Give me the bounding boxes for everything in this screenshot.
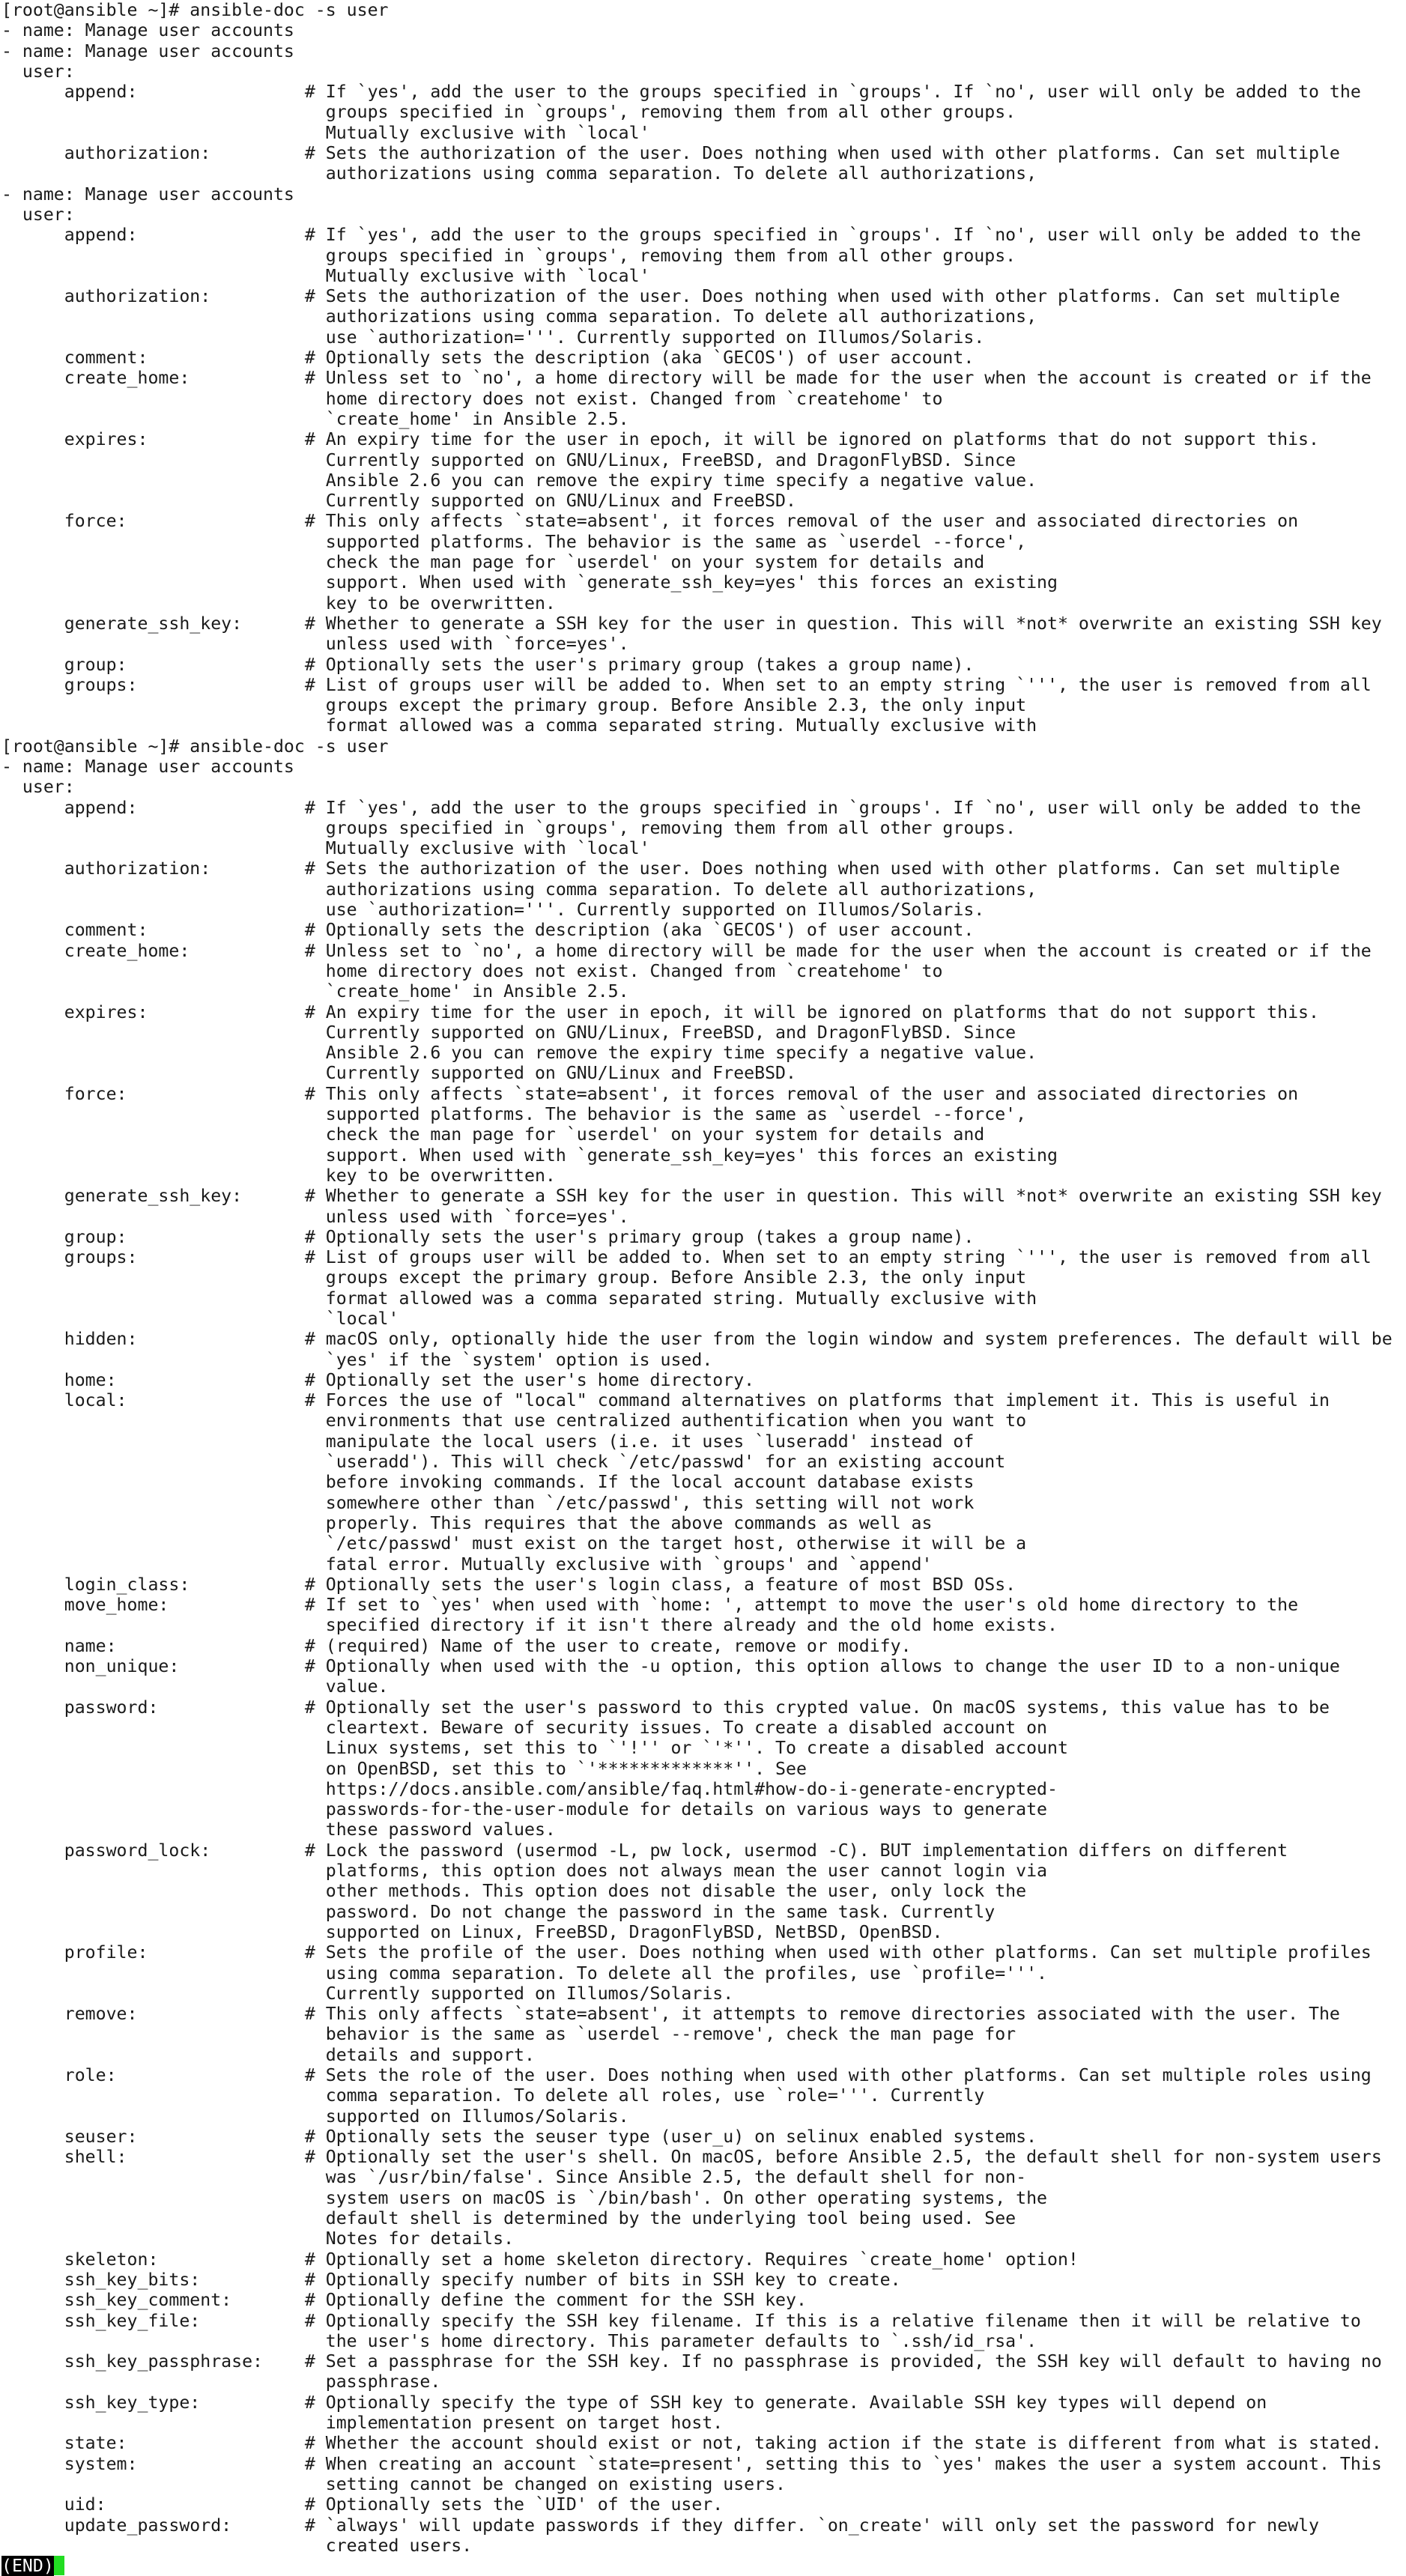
terminal-line: passphrase. <box>1 2372 441 2392</box>
terminal-line: home: # Optionally set the user's home directory. <box>1 1369 755 1390</box>
terminal-line: group: # Optionally sets the user's primary group (takes a group name). <box>1 654 975 675</box>
terminal-line: use `authorization='''. Currently supported on Illumos/Solaris. <box>1 327 985 348</box>
terminal-line: remove: # This only affects `state=absent', it attempts to remove directories associated with the user. The <box>1 2004 1340 2025</box>
terminal-line: value. <box>1 1676 389 1697</box>
terminal-line: role: # Sets the role of the user. Does nothing when used with other platforms. Can set multiple roles using <box>1 2064 1372 2085</box>
terminal-line: was `/usr/bin/false'. Since Ansible 2.5, the default shell for non- <box>1 2167 1027 2188</box>
terminal-line: `local' <box>1 1309 399 1329</box>
terminal-line: group: # Optionally sets the user's primary group (takes a group name). <box>1 1226 975 1247</box>
pager-status-line <box>1 2556 1406 2576</box>
terminal-line: details and support. <box>1 2044 535 2065</box>
terminal-line: Notes for details. <box>1 2228 515 2249</box>
terminal-line: [root@ansible ~]# ansible-doc -s user <box>1 0 389 20</box>
terminal-line: use `authorization='''. Currently supported on Illumos/Solaris. <box>1 900 985 921</box>
terminal-line: generate_ssh_key: # Whether to generate a SSH key for the user in question. This will *not* overwrite an existing SSH key <box>1 1186 1382 1207</box>
terminal-line: [root@ansible ~]# ansible-doc -s user <box>1 736 389 757</box>
terminal-line: groups specified in `groups', removing them from all other groups. <box>1 102 1016 123</box>
terminal-line: `/etc/passwd' must exist on the target host, otherwise it will be a <box>1 1533 1027 1554</box>
terminal-line: on OpenBSD, set this to `'*************''. See <box>1 1758 807 1779</box>
terminal-line: environments that use centralized authentification when you want to <box>1 1410 1027 1431</box>
terminal-line: properly. This requires that the above commands as well as <box>1 1512 933 1533</box>
terminal-line: ssh_key_passphrase: # Set a passphrase for the SSH key. If no passphrase is provided, the SSH key will default to having no <box>1 2351 1382 2372</box>
terminal-line: cleartext. Beware of security issues. To create a disabled account on <box>1 1717 1048 1738</box>
terminal-line: using comma separation. To delete all the profiles, use `profile='''. <box>1 1963 1048 1983</box>
terminal-line: groups except the primary group. Before Ansible 2.3, the only input <box>1 1267 1027 1288</box>
terminal-line: non_unique: # Optionally when used with the -u option, this option allows to change the user ID to a non-unique <box>1 1656 1340 1677</box>
terminal-line: fatal error. Mutually exclusive with `groups' and `append' <box>1 1554 933 1575</box>
terminal-line: `useradd'). This will check `/etc/passwd' for an existing account <box>1 1452 1006 1473</box>
terminal-line: the user's home directory. This parameter defaults to `.ssh/id_rsa'. <box>1 2330 1037 2351</box>
terminal-line: `create_home' in Ansible 2.5. <box>1 981 629 1002</box>
terminal-line: Currently supported on GNU/Linux and FreeBSD. <box>1 1063 796 1084</box>
terminal-line: create_home: # Unless set to `no', a home directory will be made for the user when the account is created or if the <box>1 940 1372 961</box>
terminal-line: home directory does not exist. Changed from `createhome' to <box>1 388 943 409</box>
terminal-output <box>1 0 1406 2556</box>
terminal-line: key to be overwritten. <box>1 593 556 613</box>
terminal-line: state: # Whether the account should exist or not, taking action if the state is different from what is stated. <box>1 2433 1382 2454</box>
terminal-line: force: # This only affects `state=absent', it forces removal of the user and associated directories on <box>1 1083 1299 1104</box>
terminal-line: unless used with `force=yes'. <box>1 634 629 655</box>
terminal-cursor[interactable] <box>54 2556 64 2575</box>
terminal-line: user: <box>1 61 75 82</box>
terminal-line: shell: # Optionally set the user's shell. On macOS, before Ansible 2.5, the default shell for non-system users <box>1 2147 1382 2168</box>
terminal-line: somewhere other than `/etc/passwd', this setting will not work <box>1 1492 975 1513</box>
terminal-line: expires: # An expiry time for the user in epoch, it will be ignored on platforms that do not support this. <box>1 429 1319 450</box>
terminal-line: password_lock: # Lock the password (usermod -L, pw lock, usermod -C). BUT implementation differs on different <box>1 1840 1288 1861</box>
terminal-line: move_home: # If set to `yes' when used with `home: ', attempt to move the user's old home directory to the <box>1 1595 1299 1616</box>
terminal-line: check the man page for `userdel' on your system for details and <box>1 1124 985 1145</box>
terminal-line: generate_ssh_key: # Whether to generate a SSH key for the user in question. This will *not* overwrite an existing SSH key <box>1 613 1382 634</box>
terminal-line: local: # Forces the use of "local" command alternatives on platforms that implement it. This is useful in <box>1 1390 1330 1411</box>
terminal-line: supported on Linux, FreeBSD, DragonFlyBSD, NetBSD, OpenBSD. <box>1 1921 943 1942</box>
terminal-line: groups specified in `groups', removing them from all other groups. <box>1 817 1016 838</box>
terminal-line: append: # If `yes', add the user to the groups specified in `groups'. If `no', user will only be added to the <box>1 82 1361 103</box>
terminal-line: ssh_key_comment: # Optionally define the comment for the SSH key. <box>1 2290 807 2311</box>
terminal-line: `yes' if the `system' option is used. <box>1 1349 713 1370</box>
terminal-line: supported platforms. The behavior is the same as `userdel --force', <box>1 1104 1027 1125</box>
terminal-line: these password values. <box>1 1819 556 1840</box>
terminal-line: create_home: # Unless set to `no', a home directory will be made for the user when the account is created or if the <box>1 368 1372 389</box>
terminal-line: groups specified in `groups', removing them from all other groups. <box>1 245 1016 266</box>
terminal-line: implementation present on target host. <box>1 2413 724 2434</box>
terminal-line: https://docs.ansible.com/ansible/faq.html#how-do-i-generate-encrypted- <box>1 1778 1058 1799</box>
terminal-line: format allowed was a comma separated string. Mutually exclusive with <box>1 1288 1037 1309</box>
terminal-line: supported on Illumos/Solaris. <box>1 2106 629 2127</box>
terminal-line: key to be overwritten. <box>1 1165 556 1186</box>
terminal-line: ssh_key_bits: # Optionally specify number of bits in SSH key to create. <box>1 2269 901 2290</box>
terminal-line: user: <box>1 204 75 225</box>
terminal-line: comma separation. To delete all roles, use `role='''. Currently <box>1 2085 985 2106</box>
terminal-line: - name: Manage user accounts <box>1 756 294 777</box>
terminal-line: support. When used with `generate_ssh_key=yes' this forces an existing <box>1 572 1058 593</box>
terminal-line: comment: # Optionally sets the description (aka `GECOS') of user account. <box>1 920 975 941</box>
terminal-line: home directory does not exist. Changed from `createhome' to <box>1 960 943 981</box>
terminal-line: authorization: # Sets the authorization of the user. Does nothing when used with other platforms. Can set multiple <box>1 286 1340 307</box>
terminal-line: check the man page for `userdel' on your system for details and <box>1 552 985 573</box>
terminal-line: - name: Manage user accounts <box>1 40 294 61</box>
terminal-line: user: <box>1 777 75 798</box>
terminal-line: specified directory if it isn't there already and the old home exists. <box>1 1615 1058 1636</box>
terminal-line: - name: Manage user accounts <box>1 184 294 204</box>
pager-end-indicator: (END) <box>1 2556 54 2576</box>
terminal-line: default shell is determined by the underlying tool being used. See <box>1 2208 1016 2229</box>
terminal-line: Mutually exclusive with `local' <box>1 838 650 859</box>
terminal-line: Linux systems, set this to `'!'' or `'*''. To create a disabled account <box>1 1738 1068 1759</box>
terminal-line: append: # If `yes', add the user to the groups specified in `groups'. If `no', user will only be added to the <box>1 797 1361 818</box>
terminal-line: ssh_key_file: # Optionally specify the SSH key filename. If this is a relative filename then it will be relative to <box>1 2310 1361 2331</box>
terminal-line: system: # When creating an account `state=present', setting this to `yes' makes the user a system account. This <box>1 2453 1382 2474</box>
terminal-line: manipulate the local users (i.e. it uses `luseradd' instead of <box>1 1431 975 1452</box>
terminal-line: force: # This only affects `state=absent', it forces removal of the user and associated directories on <box>1 511 1299 532</box>
terminal-line: Currently supported on GNU/Linux and FreeBSD. <box>1 491 796 512</box>
terminal-line: seuser: # Optionally sets the seuser type (user_u) on selinux enabled systems. <box>1 2126 1037 2147</box>
terminal-line: name: # (required) Name of the user to create, remove or modify. <box>1 1635 912 1656</box>
terminal-line: setting cannot be changed on existing users. <box>1 2473 787 2494</box>
terminal-line: profile: # Sets the profile of the user. Does nothing when used with other platforms. Can set multiple profiles <box>1 1942 1372 1963</box>
terminal-line: password. Do not change the password in the same task. Currently <box>1 1901 996 1922</box>
terminal-line: support. When used with `generate_ssh_key=yes' this forces an existing <box>1 1145 1058 1166</box>
terminal-line: update_password: # `always' will update passwords if they differ. `on_create' will only set the password for newly <box>1 2515 1319 2536</box>
terminal-line: groups: # List of groups user will be added to. When set to an empty string `''', the user is removed from all <box>1 674 1372 695</box>
terminal-line: groups except the primary group. Before Ansible 2.3, the only input <box>1 695 1027 716</box>
terminal-line: skeleton: # Optionally set a home skeleton directory. Requires `create_home' option! <box>1 2249 1079 2270</box>
terminal-line: login_class: # Optionally sets the user's login class, a feature of most BSD OSs. <box>1 1574 1016 1595</box>
terminal-line: before invoking commands. If the local account database exists <box>1 1472 975 1493</box>
terminal-line: Mutually exclusive with `local' <box>1 122 650 143</box>
terminal-line: uid: # Optionally sets the `UID' of the user. <box>1 2494 724 2515</box>
terminal-line: hidden: # macOS only, optionally hide the user from the login window and system preferences. The default will be <box>1 1329 1393 1350</box>
terminal-line: expires: # An expiry time for the user in epoch, it will be ignored on platforms that do not support this. <box>1 1001 1319 1022</box>
terminal-line: behavior is the same as `userdel --remove', check the man page for <box>1 2024 1016 2045</box>
terminal-line: authorization: # Sets the authorization of the user. Does nothing when used with other platforms. Can set multiple <box>1 858 1340 879</box>
terminal-line: unless used with `force=yes'. <box>1 1206 629 1227</box>
terminal-line: `create_home' in Ansible 2.5. <box>1 408 629 429</box>
terminal-line: passwords-for-the-user-module for details on various ways to generate <box>1 1799 1048 1820</box>
terminal-line: Currently supported on Illumos/Solaris. <box>1 1983 734 2004</box>
terminal-line: format allowed was a comma separated string. Mutually exclusive with <box>1 715 1037 736</box>
terminal-line: system users on macOS is `/bin/bash'. On other operating systems, the <box>1 2187 1048 2208</box>
terminal-line: supported platforms. The behavior is the same as `userdel --force', <box>1 531 1027 552</box>
terminal-line: Mutually exclusive with `local' <box>1 265 650 286</box>
terminal-line: authorization: # Sets the authorization of the user. Does nothing when used with other platforms. Can set multiple <box>1 143 1340 164</box>
terminal-line: password: # Optionally set the user's password to this crypted value. On macOS systems, this value has to be <box>1 1697 1330 1718</box>
terminal-line: platforms, this option does not always mean the user cannot login via <box>1 1861 1048 1882</box>
terminal-line: Ansible 2.6 you can remove the expiry time specify a negative value. <box>1 470 1037 491</box>
terminal-line: authorizations using comma separation. To delete all authorizations, <box>1 306 1037 327</box>
terminal-line: Currently supported on GNU/Linux, FreeBSD, and DragonFlyBSD. Since <box>1 1022 1016 1043</box>
terminal-line: authorizations using comma separation. To delete all authorizations, <box>1 879 1037 900</box>
terminal-line: created users. <box>1 2535 473 2556</box>
terminal-line: comment: # Optionally sets the description (aka `GECOS') of user account. <box>1 348 975 369</box>
terminal-line: groups: # List of groups user will be added to. When set to an empty string `''', the user is removed from all <box>1 1247 1372 1268</box>
terminal-line: - name: Manage user accounts <box>1 20 294 41</box>
terminal-line: Currently supported on GNU/Linux, FreeBSD, and DragonFlyBSD. Since <box>1 449 1016 470</box>
terminal-line: Ansible 2.6 you can remove the expiry time specify a negative value. <box>1 1043 1037 1064</box>
terminal-line: ssh_key_type: # Optionally specify the type of SSH key to generate. Available SSH key types will depend on <box>1 2392 1267 2413</box>
terminal-line: authorizations using comma separation. To delete all authorizations, <box>1 163 1037 184</box>
terminal-line: other methods. This option does not disable the user, only lock the <box>1 1881 1027 1902</box>
terminal-line: append: # If `yes', add the user to the groups specified in `groups'. If `no', user will only be added to the <box>1 225 1361 246</box>
